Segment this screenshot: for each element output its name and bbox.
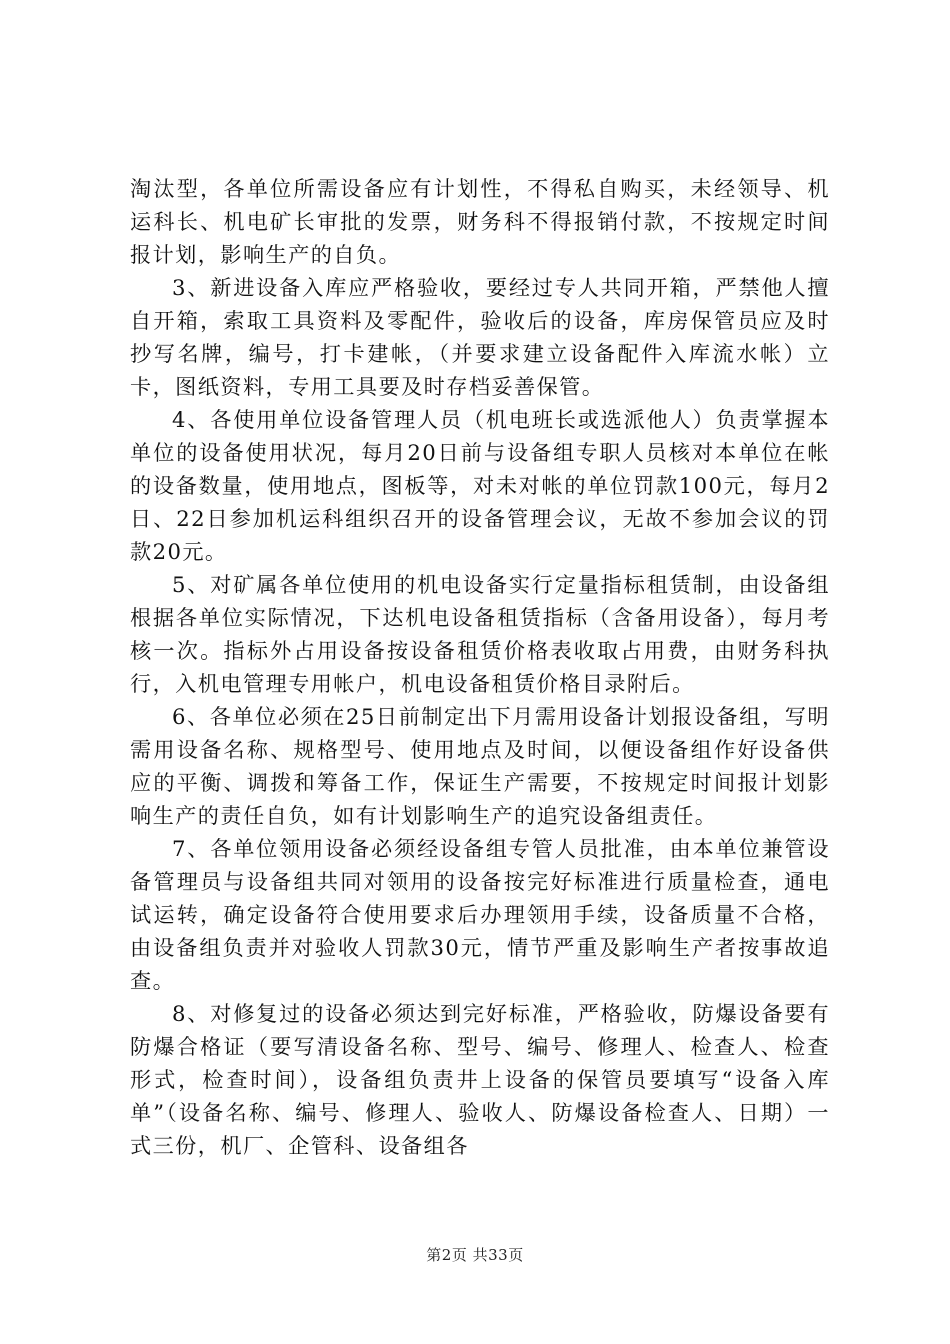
document-body bbox=[130, 172, 830, 1162]
paragraph-6: 8、对修复过的设备必须达到完好标准，严格验收，防爆设备要有防爆合格证（要写清设备名称、型号、编号、修理人、检查人、检查形式，检查时间），设备组负责井上设备的保管员要填写“设备入库单”（设备名称、编号、修理人、验收人、防爆设备检查人、日期）一式三份，机厂、企管科、设备组各 bbox=[130, 1001, 830, 1158]
paragraph-2: 4、各使用单位设备管理人员（机电班长或选派他人）负责掌握本单位的设备使用状况，每月20日前与设备组专职人员核对本单位在帐的设备数量，使用地点，图板等，对未对帐的单位罚款100元，每月2日、22日参加机运科组织召开的设备管理会议，无故不参加会议的罚款20元。 bbox=[130, 407, 830, 564]
paragraph-5: 7、各单位领用设备必须经设备组专管人员批准，由本单位兼管设备管理员与设备组共同对领用的设备按完好标准进行质量检查，通电试运转，确定设备符合使用要求后办理领用手续，设备质量不合格，由设备组负责并对验收人罚款30元，情节严重及影响生产者按事故追查。 bbox=[130, 836, 830, 993]
paragraph-4: 6、各单位必须在25日前制定出下月需用设备计划报设备组，写明需用设备名称、规格型号、使用地点及时间，以便设备组作好设备供应的平衡、调拨和筹备工作，保证生产需要，不按规定时间报计划影响生产的责任自负，如有计划影响生产的追究设备组责任。 bbox=[130, 704, 830, 828]
paragraph-0: 淘汰型，各单位所需设备应有计划性，不得私自购买，未经领导、机运科长、机电矿长审批的发票，财务科不得报销付款，不按规定时间报计划，影响生产的自负。 bbox=[130, 176, 830, 267]
page-number-footer: 第2页 共33页 bbox=[426, 1246, 524, 1264]
paragraph-1: 3、新进设备入库应严格验收，要经过专人共同开箱，严禁他人擅自开箱，索取工具资料及零配件，验收后的设备，库房保管员应及时抄写名牌，编号，打卡建帐，（并要求建立设备配件入库流水帐）立卡，图纸资料，专用工具要及时存档妥善保管。 bbox=[130, 275, 830, 399]
paragraph-3: 5、对矿属各单位使用的机电设备实行定量指标租赁制，由设备组根据各单位实际情况，下达机电设备租赁指标（含备用设备），每月考核一次。指标外占用设备按设备租赁价格表收取占用费，由财务科执行，入机电管理专用帐户，机电设备租赁价格目录附后。 bbox=[130, 572, 830, 696]
